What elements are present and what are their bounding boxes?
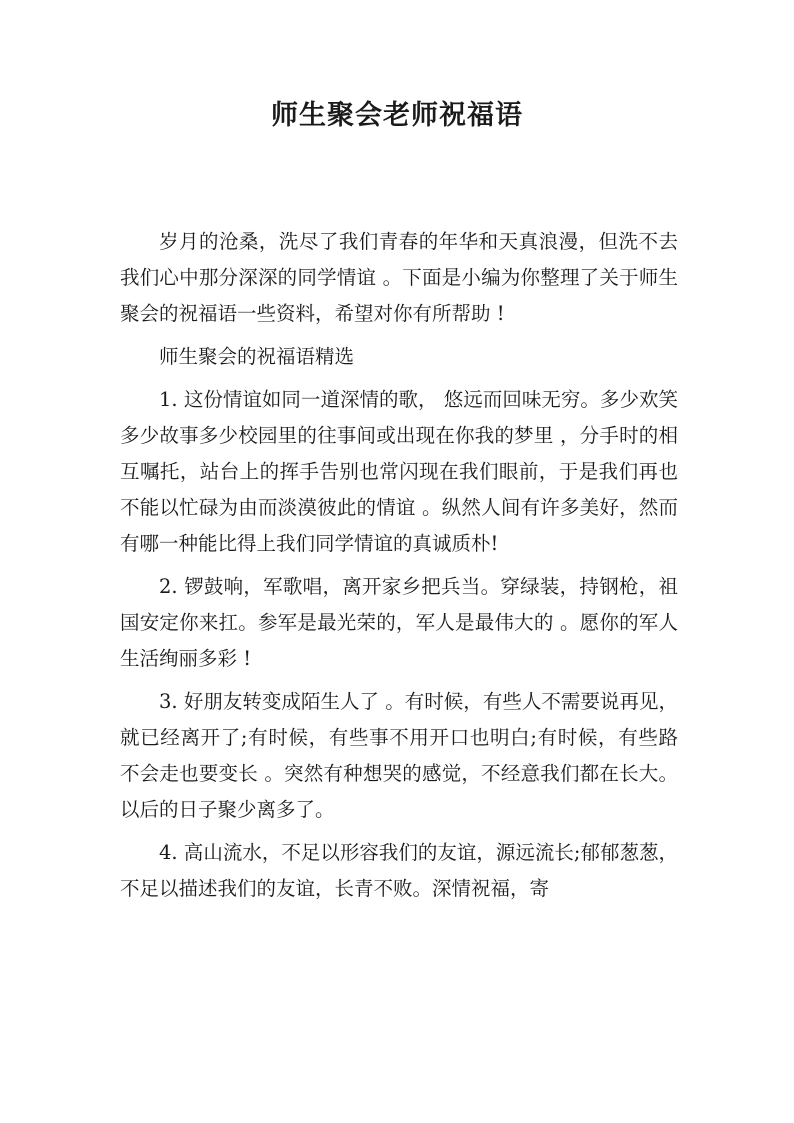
blessing-item-2: 2. 锣鼓响，军歌唱，离开家乡把兵当。穿绿装，持钢枪，祖国安定你来扛。参军是最光荣的，军人是最伟大的 。愿你的军人生活绚丽多彩 ! <box>120 575 678 670</box>
blessing-item-3: 3. 好朋友转变成陌生人了 。有时候，有些人不需要说再见，就已经离开了;有时候，有些事不用开口也明白;有时候，有些路不会走也要变长 。突然有种想哭的感觉，不经意我们都在长大。以后的日子聚少离多了。 <box>120 690 678 821</box>
document-body <box>120 224 678 914</box>
document-title: 师生聚会老师祝福语 <box>271 100 523 131</box>
blessing-item-4: 4. 高山流水，不足以形容我们的友谊，源远流长;郁郁葱葱，不足以描述我们的友谊，长青不败。深情祝福，寄 <box>120 841 678 900</box>
section-subheading: 师生聚会的祝福语精选 <box>159 345 355 368</box>
blessing-item-1: 1. 这份情谊如同一道深情的歌， 悠远而回味无穷。多少欢笑多少故事多少校园里的往事间或出现在你我的梦里 ，分手时的相互嘱托，站台上的挥手告别也常闪现在我们眼前，于是我们再也不能以忙碌为由而淡漠彼此的情谊 。纵然人间有许多美好，然而有哪一种能比得上我们同学情谊的真诚质朴! <box>120 388 678 555</box>
intro-paragraph: 岁月的沧桑，洗尽了我们青春的年华和天真浪漫，但洗不去我们心中那分深深的同学情谊 。下面是小编为你整理了关于师生聚会的祝福语一些资料，希望对你有所帮助 ! <box>120 230 678 325</box>
